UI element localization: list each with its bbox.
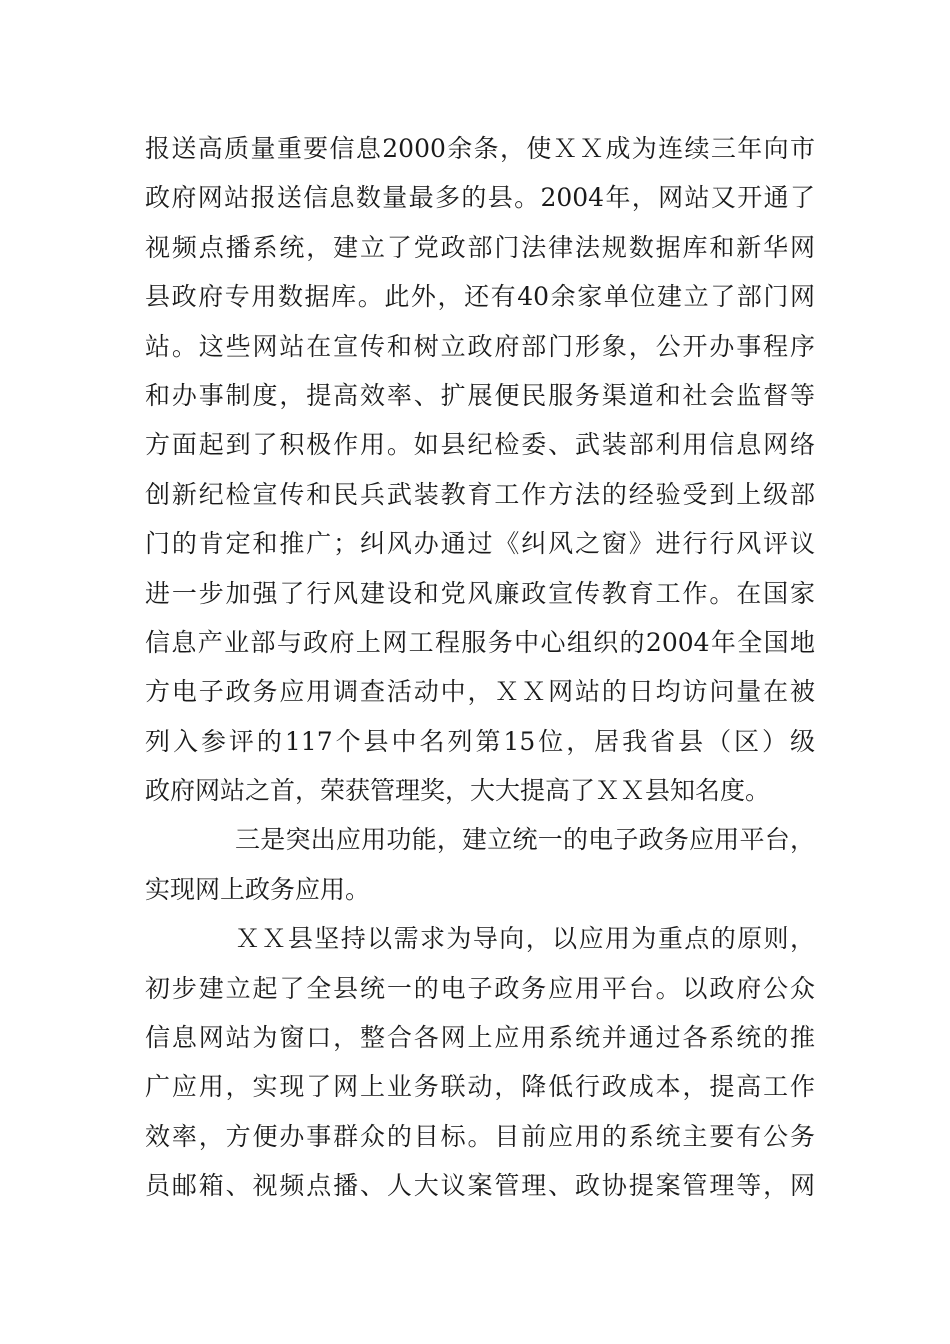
text-line: 县政府专用数据库。此外，还有40余家单位建立了部门网 [145, 282, 815, 312]
text-line: 效率，方便办事群众的目标。目前应用的系统主要有公务 [145, 1121, 815, 1151]
text-line: 员邮箱、视频点播、人大议案管理、政协提案管理等，网 [145, 1171, 815, 1201]
paragraph-start-line: ＸＸ县坚持以需求为导向，以应用为重点的原则， [235, 924, 815, 954]
text-line: 视频点播系统，建立了党政部门法律法规数据库和新华网 [145, 232, 815, 262]
text-line: 广应用，实现了网上业务联动，降低行政成本，提高工作 [145, 1072, 815, 1102]
text-line: 门的肯定和推广；纠风办通过《纠风之窗》进行行风评议 [145, 529, 815, 559]
text-line: 信息网站为窗口，整合各网上应用系统并通过各系统的推 [145, 1023, 815, 1053]
text-line: 方电子政务应用调查活动中，ＸＸ网站的日均访问量在被 [145, 677, 815, 707]
heading-line: 三是突出应用功能，建立统一的电子政务应用平台， [235, 825, 815, 855]
text-line: 进一步加强了行风建设和党风廉政宣传教育工作。在国家 [145, 578, 815, 608]
text-line: 初步建立起了全县统一的电子政务应用平台。以政府公众 [145, 973, 815, 1003]
text-line: 政府网站报送信息数量最多的县。2004年，网站又开通了 [145, 183, 815, 213]
body-text [145, 124, 815, 1211]
text-line: 实现网上政务应用。 [145, 874, 371, 904]
text-line: 方面起到了积极作用。如县纪检委、武装部利用信息网络 [145, 430, 815, 460]
text-line: 信息产业部与政府上网工程服务中心组织的2004年全国地 [145, 627, 815, 657]
text-line: 列入参评的117个县中名列第15位，居我省县（区）级 [145, 726, 815, 756]
text-line: 和办事制度，提高效率、扩展便民服务渠道和社会监督等 [145, 380, 815, 410]
text-line: 站。这些网站在宣传和树立政府部门形象，公开办事程序 [145, 331, 815, 361]
text-line: 创新纪检宣传和民兵武装教育工作方法的经验受到上级部 [145, 479, 815, 509]
text-line: 政府网站之首，荣获管理奖，大大提高了ＸＸ县知名度。 [145, 776, 771, 806]
text-line: 报送高质量重要信息2000余条，使ＸＸ成为连续三年向市 [145, 134, 815, 163]
